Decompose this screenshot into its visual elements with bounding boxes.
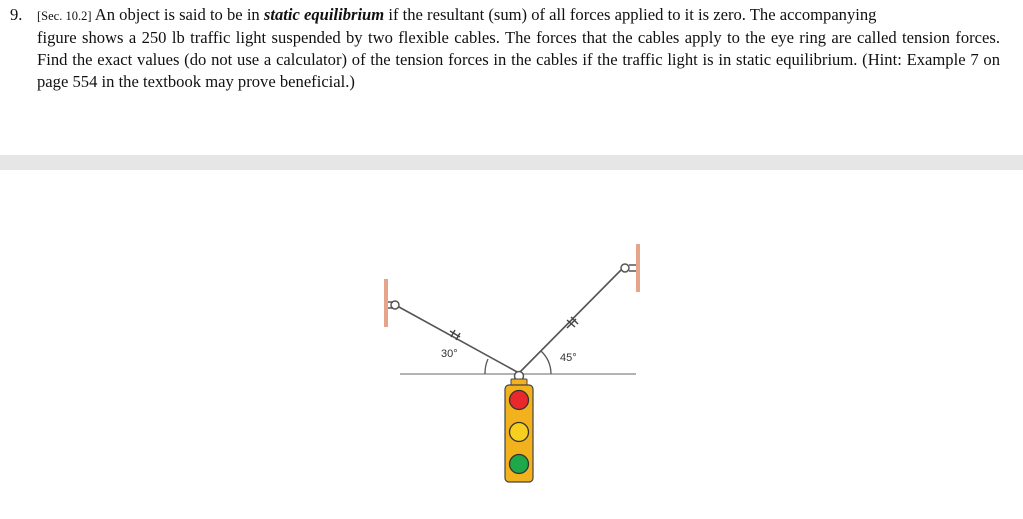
left-angle-label: 30° [441, 348, 458, 360]
right-wall [636, 244, 640, 292]
right-angle-arc [541, 351, 551, 374]
problem-text-body: figure shows a 250 lb traffic light suspended by two flexible cables. The forces that the cables apply to the eye ring are called tension forces. Find the exact values (do not use a calculator) of the tension forces in the cables if the traffic light is in static equilibrium. (Hint: Example 7 on page 554 in the textbook may prove beneficial.) [37, 28, 1000, 91]
section-reference: [Sec. 10.2] [37, 9, 92, 23]
red-lamp [510, 391, 529, 410]
left-wall [384, 279, 388, 327]
right-angle-label: 45° [560, 352, 577, 364]
section-divider [0, 155, 1023, 170]
green-lamp [510, 455, 529, 474]
traffic-light-diagram [375, 236, 650, 492]
traffic-light [505, 379, 533, 482]
left-bracket [388, 301, 399, 309]
left-angle-arc [485, 359, 488, 374]
term-static-equilibrium: static equilibrium [263, 5, 385, 24]
problem-statement [10, 4, 1000, 93]
right-bracket [621, 264, 636, 272]
left-cable [399, 307, 519, 373]
traffic-light-figure [375, 236, 650, 492]
problem-text-line1: if the resultant (sum) of all forces applied to it is zero. The accompanying [384, 5, 877, 24]
yellow-lamp [510, 423, 529, 442]
problem-number: 9. [10, 5, 23, 24]
problem-text-intro: An object is said to be in [91, 5, 264, 24]
